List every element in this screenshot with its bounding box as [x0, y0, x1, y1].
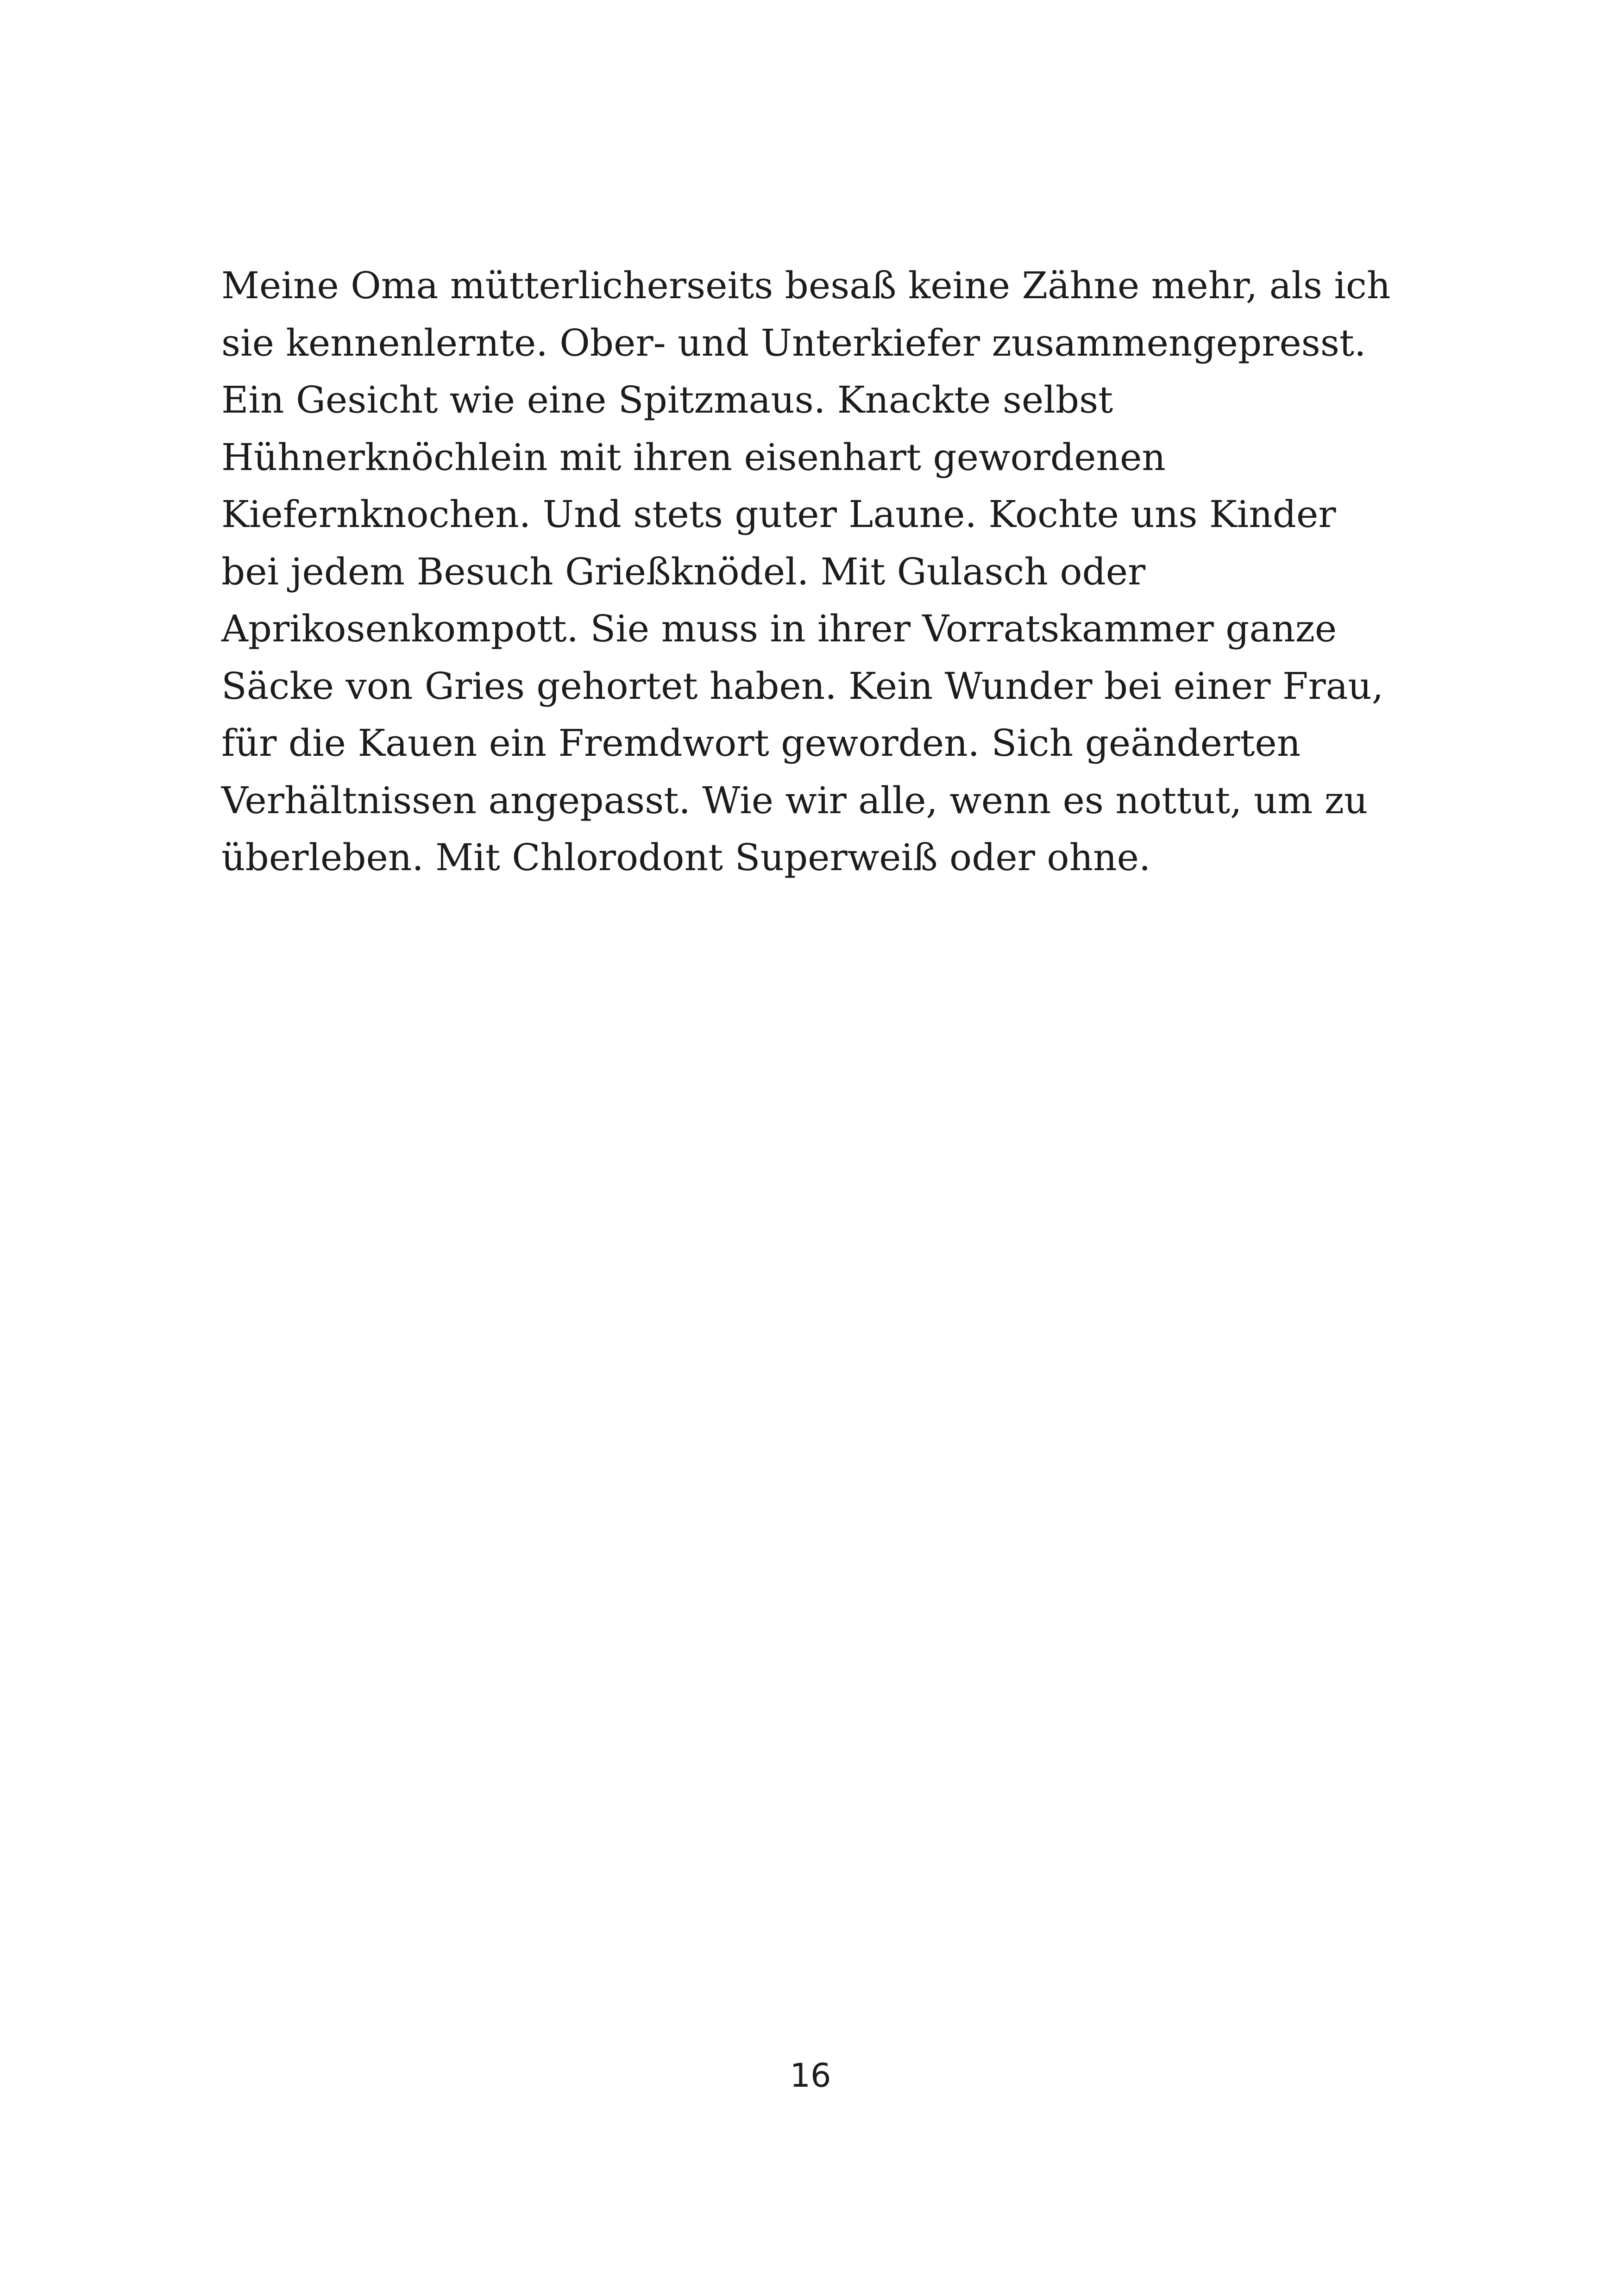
paragraph-line: Aprikosenkompott. Sie muss in ihrer Vorratskammer ganze — [221, 607, 1337, 650]
paragraph-line: Hühnerknöchlein mit ihren eisenhart gewordenen — [221, 435, 1166, 479]
paragraph-line: sie kennenlernte. Ober- und Unterkiefer zusammengepresst. — [221, 321, 1366, 364]
paragraph-line: Meine Oma mütterlicherseits besaß keine Zähne mehr, als ich — [221, 264, 1391, 307]
paragraph-line: Säcke von Gries gehortet haben. Kein Wunder bei einer Frau, — [221, 664, 1384, 708]
paragraph-line: überleben. Mit Chlorodont Superweiß oder ohne. — [221, 836, 1151, 879]
paragraph-line: Kiefernknochen. Und stets guter Laune. Kochte uns Kinder — [221, 493, 1336, 536]
paragraph-line: Verhältnissen angepasst. Wie wir alle, wenn es nottut, um zu — [221, 778, 1368, 822]
page-number: 16 — [790, 2057, 831, 2095]
paragraph-line: für die Kauen ein Fremdwort geworden. Sich geänderten — [221, 721, 1301, 765]
body-paragraph — [221, 257, 1389, 886]
paragraph-line: bei jedem Besuch Grießknödel. Mit Gulasch oder — [221, 550, 1146, 593]
paragraph-line: Ein Gesicht wie eine Spitzmaus. Knackte selbst — [221, 378, 1113, 421]
